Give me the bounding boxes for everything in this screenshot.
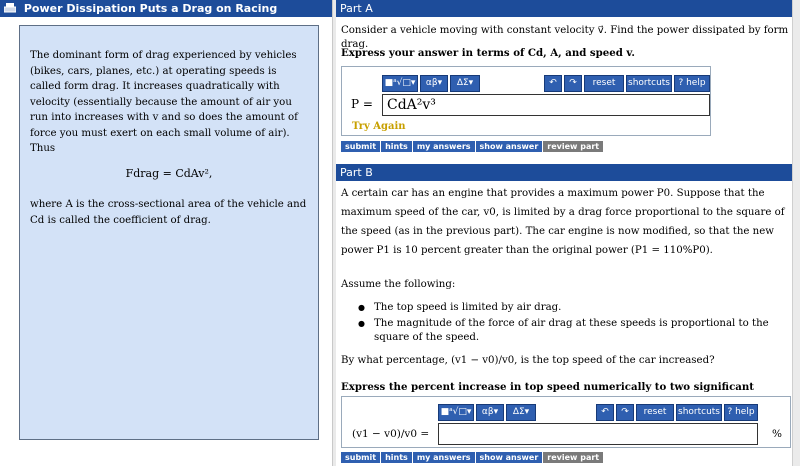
symbols-button[interactable]: ΔΣ▾ xyxy=(450,75,480,92)
parts-panel xyxy=(336,0,800,466)
scrollbar[interactable] xyxy=(792,0,800,466)
part-b-buttons xyxy=(341,451,604,462)
assumption-item: ● The magnitude of the force of air drag at these speeds is proportional to the square of the speed. xyxy=(358,317,788,345)
redo-icon[interactable]: ↷ xyxy=(616,404,634,421)
part-b-toolbar xyxy=(438,404,758,422)
part-a-header[interactable]: Part A xyxy=(336,0,792,17)
redo-icon[interactable]: ↷ xyxy=(564,75,582,92)
try-again-status: Try Again xyxy=(352,121,406,132)
greek-button[interactable]: αβ▾ xyxy=(476,404,504,421)
my-answers-button[interactable]: my answers xyxy=(413,452,475,463)
intro-box xyxy=(19,25,319,440)
submit-button[interactable]: submit xyxy=(341,452,380,463)
part-a-answer-label: P = xyxy=(351,97,373,111)
templates-button[interactable]: ■ᵃ√□▾ xyxy=(438,404,474,421)
part-a-instruction: Express your answer in terms of Cd, A, and speed v. xyxy=(341,47,635,59)
help-button[interactable]: ? help xyxy=(724,404,758,421)
hints-button[interactable]: hints xyxy=(381,141,412,152)
part-b-answer-input[interactable] xyxy=(438,423,758,445)
part-b-paragraph: A certain car has an engine that provides a maximum power P0. Suppose that the maximum speed of the car, v0, is limited by a drag force proportional to the square of the speed (as in the previous part). The car engine is now modified, so that the new power P1 is 10 percent greater than the original power (P1 = 110%P0). xyxy=(341,188,785,256)
intro-panel xyxy=(0,0,332,466)
templates-button[interactable]: ■ᵃ√□▾ xyxy=(382,75,418,92)
greek-button[interactable]: αβ▾ xyxy=(420,75,448,92)
part-a-buttons xyxy=(341,140,604,151)
assumption-item: ● The top speed is limited by air drag. xyxy=(358,301,788,315)
review-part-button[interactable]: review part xyxy=(543,452,603,463)
print-icon[interactable] xyxy=(4,3,16,13)
part-b-assume: Assume the following: xyxy=(341,279,456,290)
part-a-toolbar xyxy=(382,75,710,93)
show-answer-button[interactable]: show answer xyxy=(476,141,543,152)
my-answers-button[interactable]: my answers xyxy=(413,141,475,152)
reset-button[interactable]: reset xyxy=(636,404,674,421)
undo-icon[interactable]: ↶ xyxy=(596,404,614,421)
intro-title: Power Dissipation Puts a Drag on Racing xyxy=(23,2,278,15)
intro-titlebar xyxy=(0,0,332,17)
part-b-instruction: Express the percent increase in top speed numerically to two significant xyxy=(341,381,754,393)
shortcuts-button[interactable]: shortcuts xyxy=(626,75,672,92)
percent-unit: % xyxy=(772,428,782,440)
part-b-question: By what percentage, (v1 − v0)/v0, is the top speed of the car increased? xyxy=(341,355,715,366)
help-button[interactable]: ? help xyxy=(674,75,710,92)
show-answer-button[interactable]: show answer xyxy=(476,452,543,463)
part-b-assumptions xyxy=(358,301,788,347)
part-b-answer-label: (v1 − v0)/v0 = xyxy=(352,428,430,440)
part-a-answer-input[interactable]: CdA²v³ xyxy=(382,94,710,116)
intro-paragraph-2: where A is the cross-sectional area of the vehicle and Cd is called the coefficient of drag. xyxy=(30,199,307,226)
undo-icon[interactable]: ↶ xyxy=(544,75,562,92)
part-b-header[interactable]: Part B xyxy=(336,164,792,181)
drag-equation: Fdrag = CdAv², xyxy=(125,166,213,180)
submit-button[interactable]: submit xyxy=(341,141,380,152)
part-b-answer-box xyxy=(341,396,791,448)
part-a-question: Consider a vehicle moving with constant velocity v⃗. Find the power dissipated by form drag. xyxy=(341,25,789,50)
intro-paragraph-1: The dominant form of drag experienced by vehicles (bikes, cars, planes, etc.) at operating speeds is called form drag. It increases quadratically with velocity (essentially because the amount of air you run into increases with v and so does the amount of force you must exert on each small volume of air). Thus xyxy=(30,50,298,154)
symbols-button[interactable]: ΔΣ▾ xyxy=(506,404,536,421)
review-part-button[interactable]: review part xyxy=(543,141,603,152)
hints-button[interactable]: hints xyxy=(381,452,412,463)
reset-button[interactable]: reset xyxy=(584,75,624,92)
part-a-answer-box xyxy=(341,66,711,136)
shortcuts-button[interactable]: shortcuts xyxy=(676,404,722,421)
